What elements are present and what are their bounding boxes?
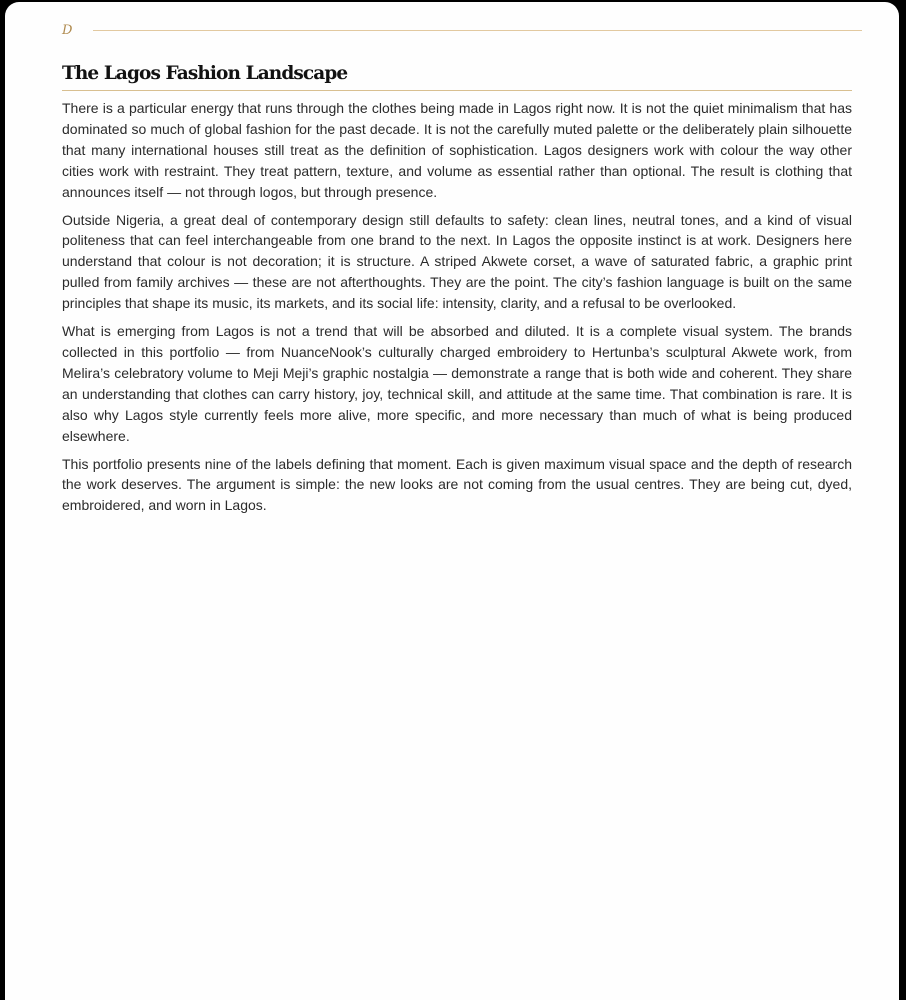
paragraph-2: Outside Nigeria, a great deal of contemporary design still defaults to safety: clean lines, neutral tones, and a kind of visual politeness that can feel interchangeable from one brand to the next. In Lagos the opposite instinct is at work. Designers here understand that colour is not decoration; it is structure. A striped Akwete corset, a wave of saturated fabric, a graphic print pulled from family archives — these are not afterthoughts. They are the point. The city’s fashion language is built on the same principles that shape its music, its markets, and its social life: intensity, clarity, and a refusal to be overlooked. — [62, 211, 852, 312]
paragraph-3: What is emerging from Lagos is not a trend that will be absorbed and diluted. It is a complete visual system. The brands collected in this portfolio — from NuanceNook’s culturally charged embroidery to Hertunba’s sculptural Akwete work, from Melira’s celebratory volume to Meji Meji’s graphic nostalgia — demonstrate a range that is both wide and coherent. They share an understanding that clothes can carry history, joy, technical skill, and attitude at the same time. That combination is rare. It is also why Lagos style currently feels more alive, more specific, and more necessary than much of what is being produced elsewhere. — [62, 323, 852, 444]
page-header — [62, 22, 862, 40]
header-divider — [93, 30, 862, 31]
document-page — [5, 2, 899, 1000]
section-body — [62, 98, 852, 516]
section-content — [62, 60, 852, 523]
logo-monogram: D — [62, 23, 73, 38]
paragraph-1: There is a particular energy that runs through the clothes being made in Lagos right now. It is not the quiet minimalism that has dominated so much of global fashion for the past decade. It is not the carefully muted palette or the deliberately plain silhouette that many international houses still treat as the definition of sophistication. Lagos designers work with colour the way other cities work with restraint. They treat pattern, texture, and volume as essential rather than optional. The result is clothing that announces itself — not through logos, but through presence. — [62, 100, 852, 200]
paragraph-4: This portfolio presents nine of the labels defining that moment. Each is given maximum visual space and the depth of research the work deserves. The argument is simple: the new looks are not coming from the usual centres. They are being cut, dyed, embroidered, and worn in Lagos. — [62, 455, 852, 514]
section-title: The Lagos Fashion Landscape — [62, 60, 852, 91]
